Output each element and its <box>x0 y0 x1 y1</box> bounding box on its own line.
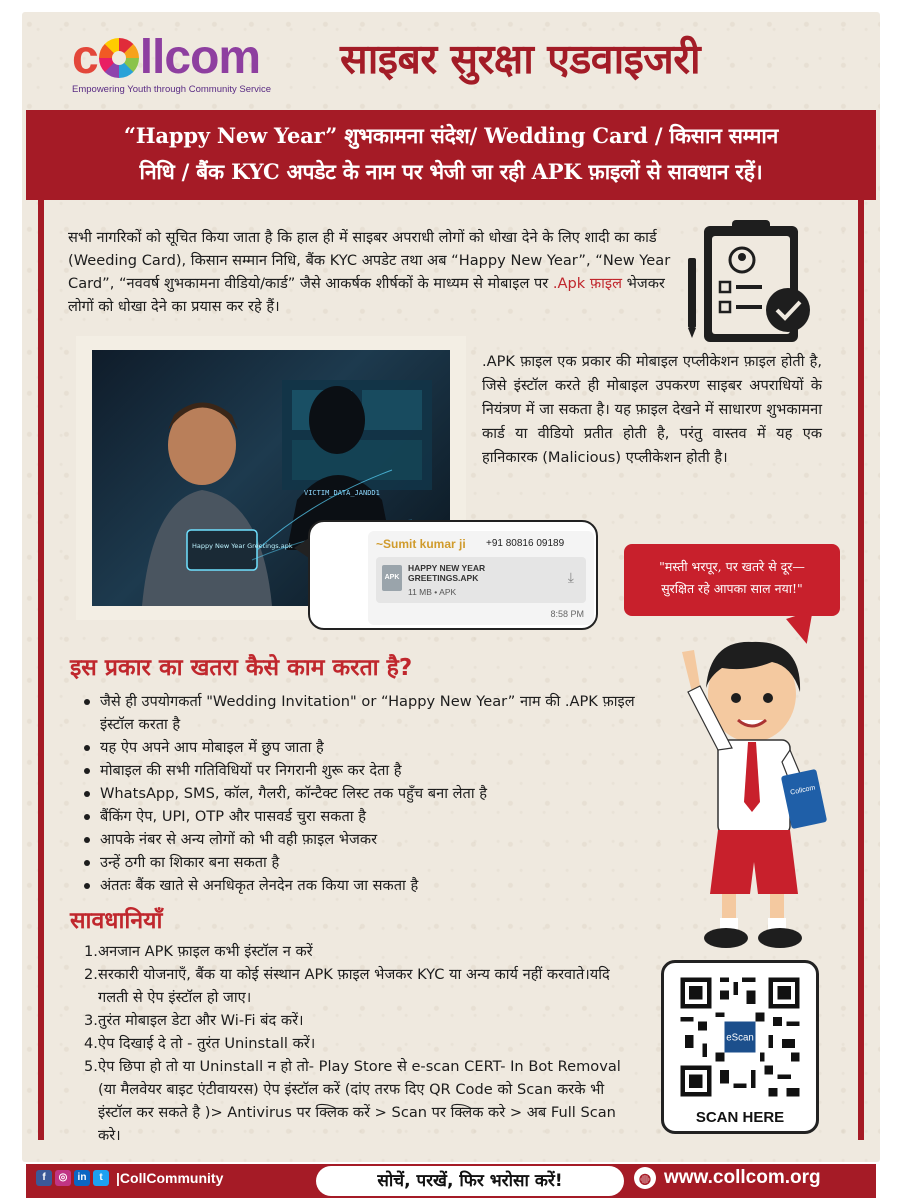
apk-description: .APK फ़ाइल एक प्रकार की मोबाइल एप्लीकेशन फ़ाइल होती है, जिसे इंस्टॉल करते ही मोबाइल उपकरण साइबर अपराधियों के नियंत्रण में जा सकता है। यह फ़ाइल देखने में साधारण शुभकामना कार्ड या वीडियो प्रतीत होती है, परंतु वास्तव में यह एक हानिकारक (Malicious) एप्लीकेशन होती है। <box>482 353 822 466</box>
globe-icon: ◍ <box>634 1167 656 1189</box>
message-time: 8:58 PM <box>550 609 584 619</box>
website-link[interactable] <box>634 1167 821 1189</box>
step-text: ऐप छिपा हो तो या Uninstall न हो तो- Play Store से e-scan CERT- In Bot Removal (या मैलवेयर बाइट एंटीवायरस) ऐप इंस्टॉल करें (दांए तरफ दिए QR Code को Scan करके भी इंस्टॉल कर सकते है )> Antivirus पर क्लिक करें > Scan पर क्लिक करे > अब Full Scan करे। <box>98 1058 621 1144</box>
scan-here-label: SCAN HERE <box>695 1109 785 1126</box>
list-item: यह ऐप अपने आप मोबाइल में छुप जाता है <box>84 736 644 759</box>
precautions-list <box>84 940 624 1147</box>
intro-paragraph <box>68 226 676 318</box>
attachment-meta: 11 MB • APK <box>408 587 457 597</box>
precaution-step <box>84 1009 624 1032</box>
sender-phone: +91 80816 09189 <box>486 538 565 549</box>
device-text: Happy New Year Greetings.apk <box>192 542 293 550</box>
screen-label: VICTIM_DATA_JANDD1 <box>304 489 380 497</box>
precaution-step <box>84 1032 624 1055</box>
precaution-step <box>84 963 624 1009</box>
precaution-step <box>84 1055 624 1147</box>
clipboard-check-icon <box>684 218 826 346</box>
qr-code[interactable] <box>676 973 804 1101</box>
step-number: 2. <box>84 966 98 983</box>
step-text: तुरंत मोबाइल डेटा और Wi-Fi बंद करें। <box>98 1012 304 1029</box>
facebook-icon[interactable]: f <box>36 1170 52 1186</box>
instagram-icon[interactable]: ◎ <box>55 1170 71 1186</box>
step-number: 5. <box>84 1058 98 1075</box>
flower-icon <box>99 38 139 78</box>
step-text: अनजान APK फ़ाइल कभी इंस्टॉल न करें <box>98 943 313 960</box>
website-url[interactable]: www.collcom.org <box>664 1167 821 1188</box>
attachment-name <box>408 563 485 583</box>
intro-tail: भेजकर लोगों को धोखा देने का प्रयास कर रहे हैं। <box>68 275 665 315</box>
whatsapp-message-card <box>368 531 594 625</box>
right-border-bar <box>858 200 864 1140</box>
quote-line-1: "मस्ती भरपूर, पर खतरे से दूर— <box>659 559 805 574</box>
banner-line-1: “Happy New Year” शुभकामना संदेश/ Wedding Card / किसान सम्मान <box>123 123 779 148</box>
list-item: मोबाइल की सभी गतिविधियों पर निगरानी शुरू कर देता है <box>84 759 644 782</box>
apk-file-icon: APK <box>382 565 402 591</box>
footer-slogan: सोचें, परखें, फिर भरोसा करें! <box>316 1166 624 1196</box>
precautions-heading: सावधानियाँ <box>70 908 163 934</box>
warning-banner <box>26 110 876 200</box>
social-links <box>36 1170 223 1186</box>
attachment-name-line-2: GREETINGS.APK <box>408 573 479 583</box>
download-icon[interactable]: ⤓ <box>567 569 574 585</box>
precaution-step <box>84 940 624 963</box>
list-item: उन्हें ठगी का शिकार बना सकता है <box>84 851 644 874</box>
step-number: 3. <box>84 1012 98 1029</box>
banner-line-2: निधि / बैंक KYC अपडेट के नाम पर भेजी जा रही APK फ़ाइलों से सावधान रहें। <box>139 159 763 184</box>
quote-bubble <box>624 544 840 616</box>
step-number: 4. <box>84 1035 98 1052</box>
list-item: बैंकिंग ऐप, UPI, OTP और पासवर्ड चुरा सकता है <box>84 805 644 828</box>
attachment-name-line-1: HAPPY NEW YEAR <box>408 563 486 573</box>
message-sender: ~Sumit kumar ji <box>376 537 466 551</box>
qr-code-card[interactable] <box>661 960 819 1134</box>
apk-highlight: .Apk फ़ाइल <box>552 275 622 292</box>
logo-letter-c: c <box>72 31 98 84</box>
left-border-bar <box>38 200 44 1140</box>
logo-tagline: Empowering Youth through Community Service <box>72 84 272 95</box>
book-label: Collcom <box>789 784 816 797</box>
step-text: सरकारी योजनाएँ, बैंक या कोई संस्थान APK फ़ाइल भेजकर KYC या अन्य कार्य नहीं करवाते।यदि गलती से ऐप इंस्टॉल हो जाए। <box>98 966 610 1006</box>
page-title: साइबर सुरक्षा एडवाइजरी <box>340 35 701 83</box>
intro-text: सभी नागरिकों को सूचित किया जाता है कि हाल ही में साइबर अपराधी लोगों को धोखा देने के लिए शादी का कार्ड (Weeding Card), किसान सम्मान निधि, बैंक KYC अपडेट तथा अब “Happy New Year”, “New Year Card”, “नववर्ष शुभकामना वीडियो/कार्ड” जैसे आकर्षक शीर्षकों के माध्यम से मोबाइल पर <box>68 229 671 292</box>
qr-center-label: eScan <box>726 1032 754 1044</box>
twitter-icon[interactable]: t <box>93 1170 109 1186</box>
social-handle[interactable]: |CollCommunity <box>116 1170 224 1186</box>
how-it-works-list <box>84 690 644 897</box>
apk-attachment[interactable] <box>376 557 586 603</box>
logo-letters: llcom <box>139 31 261 84</box>
step-text: ऐप दिखाई दे तो - तुरंत Uninstall करें। <box>98 1035 316 1052</box>
student-illustration <box>652 632 858 958</box>
how-it-works-heading: इस प्रकार का खतरा कैसे काम करता है? <box>70 655 413 681</box>
collcom-logo <box>72 31 307 96</box>
step-number: 1. <box>84 943 98 960</box>
list-item: अंततः बैंक खाते से अनधिकृत लेनदेन तक किया जा सकता है <box>84 874 644 897</box>
list-item: आपके नंबर से अन्य लोगों को भी वही फ़ाइल भेजकर <box>84 828 644 851</box>
quote-line-2: सुरक्षित रहे आपका साल नया!" <box>661 581 803 596</box>
list-item: WhatsApp, SMS, कॉल, गैलरी, कॉन्टैक्ट लिस्ट तक पहुँच बना लेता है <box>84 782 644 805</box>
linkedin-icon[interactable]: in <box>74 1170 90 1186</box>
list-item: जैसे ही उपयोगकर्ता "Wedding Invitation" or “Happy New Year” नाम की .APK फ़ाइल इंस्टॉल करता है <box>84 690 644 736</box>
